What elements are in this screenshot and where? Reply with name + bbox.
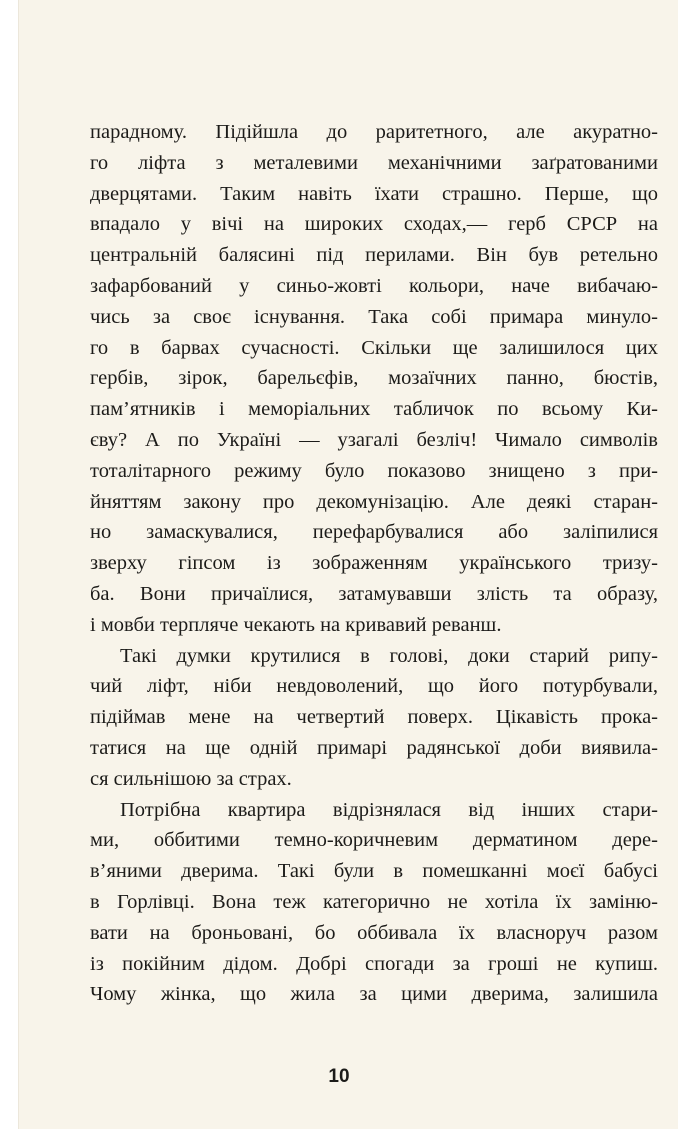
text-line: і мовби терпляче чекають на кривавий реванш. — [90, 613, 502, 636]
text-line: ба. Вони причаїлися, затамувавши злість та образу, — [90, 582, 658, 605]
text-line: із покійним дідом. Добрі спогади за гроші не купиш. — [90, 952, 658, 975]
paragraph-3 — [90, 795, 658, 1011]
text-line: тоталітарного режиму було показово знищено з при- — [90, 459, 658, 482]
text-line: чий ліфт, ніби невдоволений, що його потурбували, — [90, 675, 658, 698]
text-line: но замаскувалися, перефарбувалися або заліпилися — [90, 521, 658, 544]
text-line: Чому жінка, що жила за цими дверима, залишила — [90, 983, 658, 1006]
text-line: єву? А по Україні — узагалі безліч! Чимало символів — [90, 428, 658, 451]
paragraph-1 — [90, 117, 658, 641]
paragraph-2 — [90, 641, 658, 795]
text-line: центральній балясині під перилами. Він був ретельно — [90, 244, 658, 267]
text-line: Такі думки крутилися в голові, доки старий рипу- — [120, 644, 658, 667]
text-line: йняттям закону про декомунізацію. Але деякі старан- — [90, 490, 658, 513]
text-line: підіймав мене на четвертий поверх. Цікавість прока- — [90, 706, 658, 729]
text-line: ми, оббитими темно-коричневим дерматином дере- — [90, 829, 658, 852]
page-number: 10 — [328, 1066, 350, 1087]
page-text — [90, 117, 658, 1010]
text-line: в’яними дверима. Такі були в помешканні моєї бабусі — [90, 860, 658, 883]
text-line: вати на броньовані, бо оббивала їх власноруч разом — [90, 921, 658, 944]
text-line: пам’ятників і меморіальних табличок по всьому Ки- — [90, 398, 658, 421]
text-line: го ліфта з металевими механічними заґратованими — [90, 151, 658, 174]
text-line: гербів, зірок, барельєфів, мозаїчних панно, бюстів, — [90, 367, 658, 390]
text-line: Потрібна квартира відрізнялася від інших стари- — [120, 798, 658, 821]
text-line: чись за своє існування. Така собі примара минуло- — [90, 305, 658, 328]
text-line: ся сильнішою за страх. — [90, 767, 292, 790]
text-line: го в барвах сучасності. Скільки ще залишилося цих — [90, 336, 658, 359]
text-line: в Горлівці. Вона теж категорично не хотіла їх заміню- — [90, 890, 658, 913]
text-line: впадало у вічі на широких сходах,— герб СРСР на — [90, 213, 658, 236]
text-line: парадному. Підійшла до раритетного, але акуратно- — [90, 121, 658, 143]
text-line: татися на ще одній примарі радянської доби виявила- — [90, 736, 658, 759]
text-line: зверху гіпсом із зображенням українського тризу- — [90, 552, 658, 575]
text-line: дверцятами. Таким навіть їхати страшно. Перше, що — [90, 182, 658, 205]
text-line: зафарбований у синьо-жовті кольори, наче вибачаю- — [90, 274, 658, 297]
